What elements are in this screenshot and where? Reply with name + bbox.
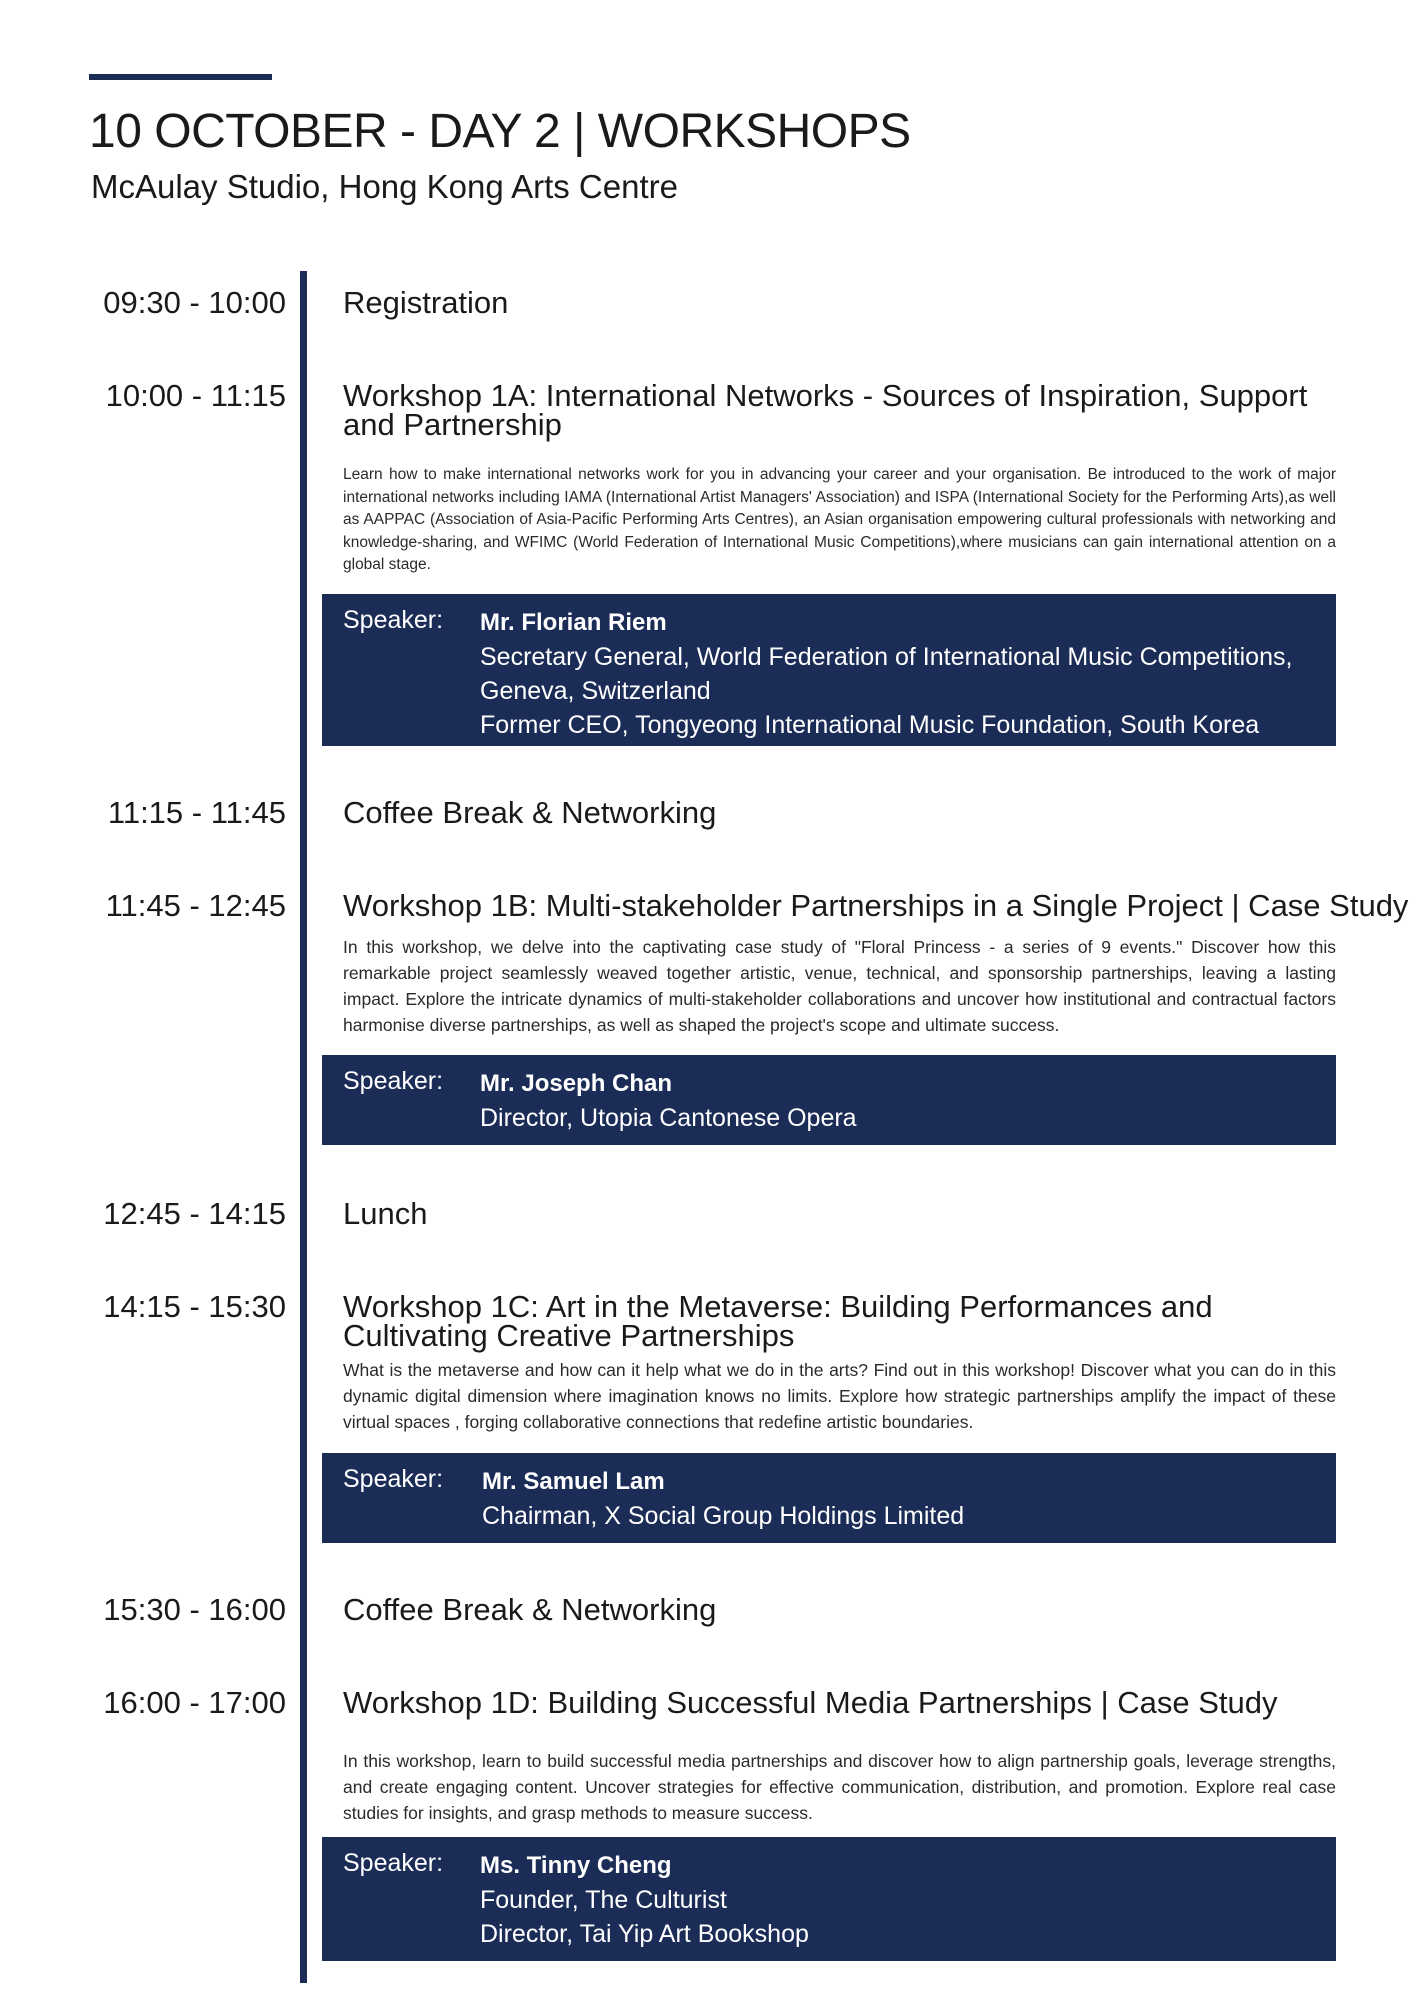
session-title: Coffee Break & Networking — [343, 1592, 717, 1627]
session-title: Workshop 1A: International Networks - Sources of Inspiration, Support and Partnership — [343, 378, 1308, 442]
session-description: In this workshop, learn to build successful media partnerships and discover how to align partnership goals, leverage strengths, and create engaging content. Uncover strategies for effective communication, distribution, and promotion. Explore real case studies for insights, and grasp methods to measure success. — [343, 1751, 1336, 1823]
session-title: Workshop 1C: Art in the Metaverse: Building Performances and Cultivating Creative Partnerships — [343, 1289, 1213, 1353]
session-title: Workshop 1B: Multi-stakeholder Partnerships in a Single Project | Case Study — [343, 888, 1409, 923]
speaker-name: Mr. Samuel Lam — [482, 1468, 665, 1495]
session-description: Learn how to make international networks work for you in advancing your career and your organisation. Be introduced to the work of major international networks including IAMA (International Artist Managers' Association) and ISPA (International Society for the Performing Arts),as well as AAPPAC (Association of Asia-Pacific Performing Arts Centres), an Asian organisation empowering cultural professionals with networking and knowledge-sharing, and WFIMC (World Federation of International Music Competitions),where musicians can gain international attention on a global stage. — [343, 466, 1336, 573]
timeline-line — [300, 271, 307, 1983]
speaker-role: Former CEO, Tongyeong International Music Foundation, South Korea — [480, 711, 1260, 739]
session-description: What is the metaverse and how can it help what we do in the arts? Find out in this workshop! Discover what you can do in this dynamic digital dimension where imagination knows no limits. Explore how strategic partnerships amplify the impact of these virtual spaces , forging collaborative connections that redefine artistic boundaries. — [343, 1360, 1336, 1432]
session-time: 09:30 - 10:00 — [103, 285, 286, 320]
session-time: 12:45 - 14:15 — [103, 1196, 286, 1231]
speaker-name: Mr. Florian Riem — [480, 609, 667, 636]
speaker-label: Speaker: — [343, 1849, 444, 1877]
speaker-role: Chairman, X Social Group Holdings Limited — [482, 1502, 965, 1530]
speaker-name: Mr. Joseph Chan — [480, 1070, 673, 1097]
speaker-role: Director, Tai Yip Art Bookshop — [480, 1920, 809, 1948]
speaker-label: Speaker: — [343, 606, 444, 634]
session-time: 11:45 - 12:45 — [105, 888, 286, 923]
session-time: 15:30 - 16:00 — [103, 1592, 286, 1627]
header-accent-bar — [89, 74, 272, 80]
session-time: 10:00 - 11:15 — [105, 378, 286, 413]
speaker-name: Ms. Tinny Cheng — [480, 1852, 672, 1879]
session-time: 14:15 - 15:30 — [103, 1289, 286, 1324]
session-title: Registration — [343, 285, 509, 320]
speaker-role: Founder, The Culturist — [480, 1886, 727, 1914]
session-description: In this workshop, we delve into the captivating case study of "Floral Princess - a series of 9 events." Discover how this remarkable project seamlessly weaved together artistic, venue, technical, and sponsorship partnerships, leaving a lasting impact. Explore the intricate dynamics of multi-stakeholder collaborations and uncover how institutional and contractual factors harmonise diverse partnerships, as well as shaped the project's scope and ultimate success. — [343, 937, 1336, 1035]
speaker-box — [322, 594, 1336, 746]
speaker-label: Speaker: — [343, 1067, 444, 1095]
speaker-box — [322, 1453, 1336, 1543]
venue-subtitle: McAulay Studio, Hong Kong Arts Centre — [91, 168, 678, 205]
session-title: Coffee Break & Networking — [343, 795, 717, 830]
session-time: 16:00 - 17:00 — [103, 1685, 286, 1720]
session-title: Workshop 1D: Building Successful Media Partnerships | Case Study — [343, 1685, 1278, 1720]
session-title: Lunch — [343, 1196, 428, 1231]
speaker-label: Speaker: — [343, 1465, 444, 1493]
page-title: 10 OCTOBER - DAY 2 | WORKSHOPS — [89, 105, 911, 158]
speaker-role: Director, Utopia Cantonese Opera — [480, 1104, 857, 1132]
speaker-box — [322, 1055, 1336, 1145]
session-time: 11:15 - 11:45 — [107, 795, 286, 830]
speaker-role: Secretary General, World Federation of International Music Competitions, Geneva, Switzerland — [480, 643, 1293, 705]
speaker-box — [322, 1837, 1336, 1961]
